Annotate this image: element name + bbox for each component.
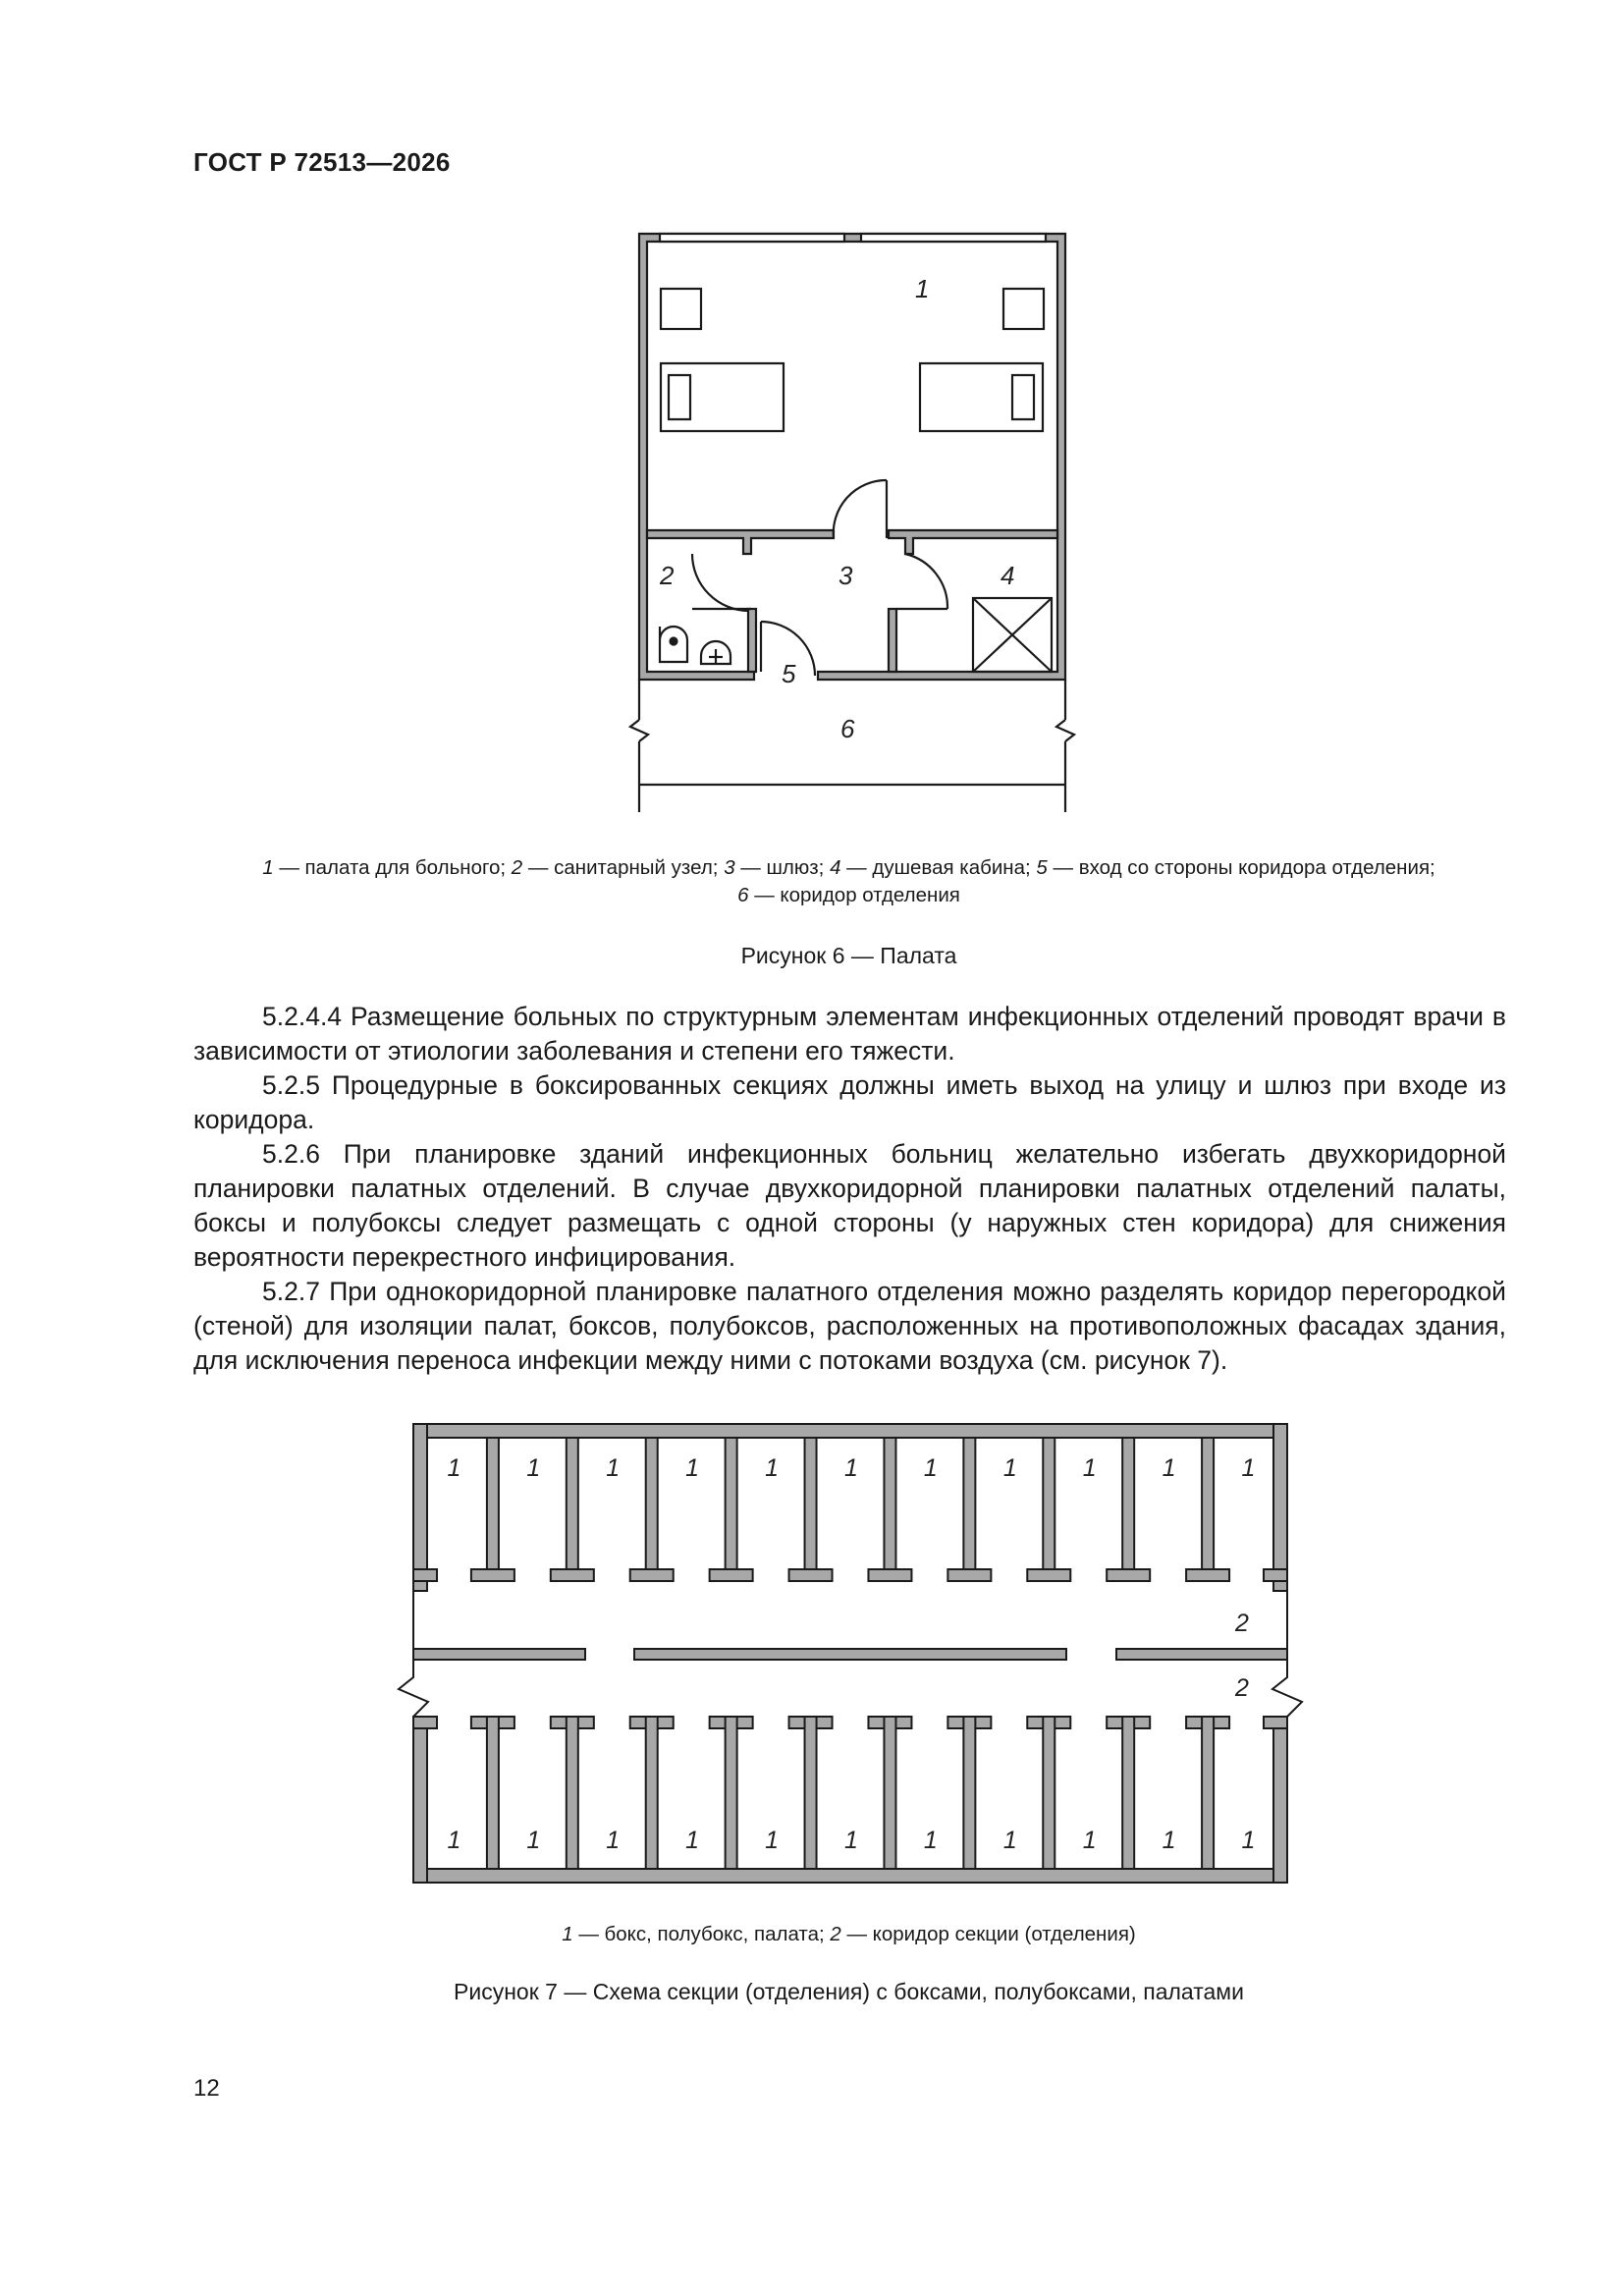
paragraph: 5.2.6 При планировке зданий инфекционных больниц желательно избегать двухкоридорной планировки палатных отделений. В случае двухкоридорной планировки палатных отделений палаты, боксы и полубоксы следует размещать с одной стороны (у наружных стен коридора) для снижения вероятности перекрестного инфицирования. <box>193 1139 1506 1272</box>
fig7-corridor-label: 2 <box>1235 1674 1249 1702</box>
fig7-partition <box>646 1438 658 1577</box>
fig7-partition-flange <box>1264 1717 1287 1728</box>
fig7-corridor-divider <box>413 1649 585 1660</box>
fig7-partition-flange <box>710 1569 753 1581</box>
fig7-room-label: 1 <box>1241 1454 1256 1482</box>
fig7-partition-flange <box>1027 1569 1070 1581</box>
fig7-partition-flange <box>413 1569 437 1581</box>
fig7-partition-flange <box>947 1569 991 1581</box>
fig7-room-label: 1 <box>923 1454 938 1482</box>
fig7-end-wall <box>1273 1717 1287 1883</box>
figure6-legend: 1 — палата для больного; 2 — санитарный узел; 3 — шлюз; 4 — душевая кабина; 5 — вход со стороны коридора отделения; 6 — коридор отделения <box>262 856 1435 906</box>
fig7-partition <box>884 1438 895 1577</box>
fig7-partition-flange <box>1107 1569 1150 1581</box>
fig6-label-2: 2 <box>660 561 675 590</box>
fig7-partition <box>567 1717 578 1869</box>
fig7-partition <box>1043 1438 1055 1577</box>
fig7-corridor-divider <box>1116 1649 1287 1660</box>
fig7-room-label: 1 <box>685 1827 700 1854</box>
fig7-room-label: 1 <box>1162 1454 1176 1482</box>
fig7-room-label: 1 <box>447 1454 461 1482</box>
fig7-partition <box>963 1717 975 1869</box>
fig7-room-label: 1 <box>526 1827 541 1854</box>
fig7-room-label: 1 <box>1082 1454 1097 1482</box>
figure7-legend: 1 — бокс, полубокс, палата; 2 — коридор секции (отделения) <box>562 1923 1136 1945</box>
fig7-room-label: 1 <box>1162 1827 1176 1854</box>
fig7-partition <box>1122 1438 1134 1577</box>
fig7-outer-wall-top <box>413 1424 1287 1438</box>
fig6-label-4: 4 <box>1001 561 1015 590</box>
fig7-room-label: 1 <box>765 1827 779 1854</box>
fig7-partition <box>884 1717 895 1869</box>
page-number: 12 <box>193 2075 220 2102</box>
fig7-partition <box>963 1438 975 1577</box>
fig7-room-label: 1 <box>526 1454 541 1482</box>
fig7-room-label: 1 <box>765 1454 779 1482</box>
fig7-partition <box>487 1438 499 1577</box>
fig7-room-label: 1 <box>606 1454 621 1482</box>
fig7-outer-wall-bottom <box>413 1869 1287 1883</box>
fig7-room-label: 1 <box>685 1454 700 1482</box>
paragraph: 5.2.7 При однокоридорной планировке палатного отделения можно разделять коридор перегородкой (стеной) для изоляции палат, боксов, полубоксов, расположенных на противоположных фасадах здания, для исключения переноса инфекции между ними с потоками воздуха (см. рисунок 7). <box>193 1277 1506 1375</box>
fig7-corridor-divider <box>634 1649 1066 1660</box>
fig7-partition <box>1202 1717 1214 1869</box>
fig7-partition-flange <box>1186 1569 1229 1581</box>
fig7-room-label: 1 <box>923 1827 938 1854</box>
fig7-partition-flange <box>1264 1569 1287 1581</box>
fig7-partition <box>567 1438 578 1577</box>
fig7-partition <box>487 1717 499 1869</box>
document-header: ГОСТ Р 72513—2026 <box>193 147 451 177</box>
fig6-label-1: 1 <box>915 274 930 303</box>
fig7-partition-flange <box>868 1569 911 1581</box>
fig7-partition <box>646 1717 658 1869</box>
fig7-partition <box>1202 1438 1214 1577</box>
fig7-corridor-label: 2 <box>1235 1610 1249 1637</box>
fig7-partition <box>805 1717 817 1869</box>
fig7-end-wall <box>413 1717 427 1883</box>
fig7-room-label: 1 <box>844 1454 858 1482</box>
fig6-label-6: 6 <box>840 714 855 743</box>
figure6-caption: Рисунок 6 — Палата <box>740 943 957 968</box>
fig7-room-label: 1 <box>447 1827 461 1854</box>
fig7-partition <box>1122 1717 1134 1869</box>
paragraph: 5.2.4.4 Размещение больных по структурным элементам инфекционных отделений проводят врачи в зависимости от этиологии заболевания и степени его тяжести. <box>193 1002 1506 1066</box>
fig7-partition <box>726 1717 737 1869</box>
fig6-label-5: 5 <box>782 659 796 688</box>
fig7-end-wall <box>1273 1424 1287 1591</box>
fig7-partition-flange <box>471 1569 514 1581</box>
fig7-end-wall <box>413 1424 427 1591</box>
fig6-label-3: 3 <box>839 561 853 590</box>
fig7-partition <box>726 1438 737 1577</box>
fig7-room-label: 1 <box>606 1827 621 1854</box>
paragraph: 5.2.5 Процедурные в боксированных секциях должны иметь выход на улицу и шлюз при входе из коридора. <box>193 1070 1506 1134</box>
fig7-room-label: 1 <box>1082 1827 1097 1854</box>
fig7-room-label: 1 <box>1241 1827 1256 1854</box>
fig7-room-label: 1 <box>1002 1827 1017 1854</box>
fig7-room-label: 1 <box>844 1827 858 1854</box>
fig7-partition <box>1043 1717 1055 1869</box>
fig7-partition-flange <box>413 1717 437 1728</box>
fig7-partition <box>805 1438 817 1577</box>
fig7-partition-flange <box>789 1569 833 1581</box>
fig7-partition-flange <box>630 1569 674 1581</box>
fig7-room-label: 1 <box>1002 1454 1017 1482</box>
figure7-caption: Рисунок 7 — Схема секции (отделения) с боксами, полубоксами, палатами <box>454 1979 1244 2004</box>
fig7-partition-flange <box>551 1569 594 1581</box>
